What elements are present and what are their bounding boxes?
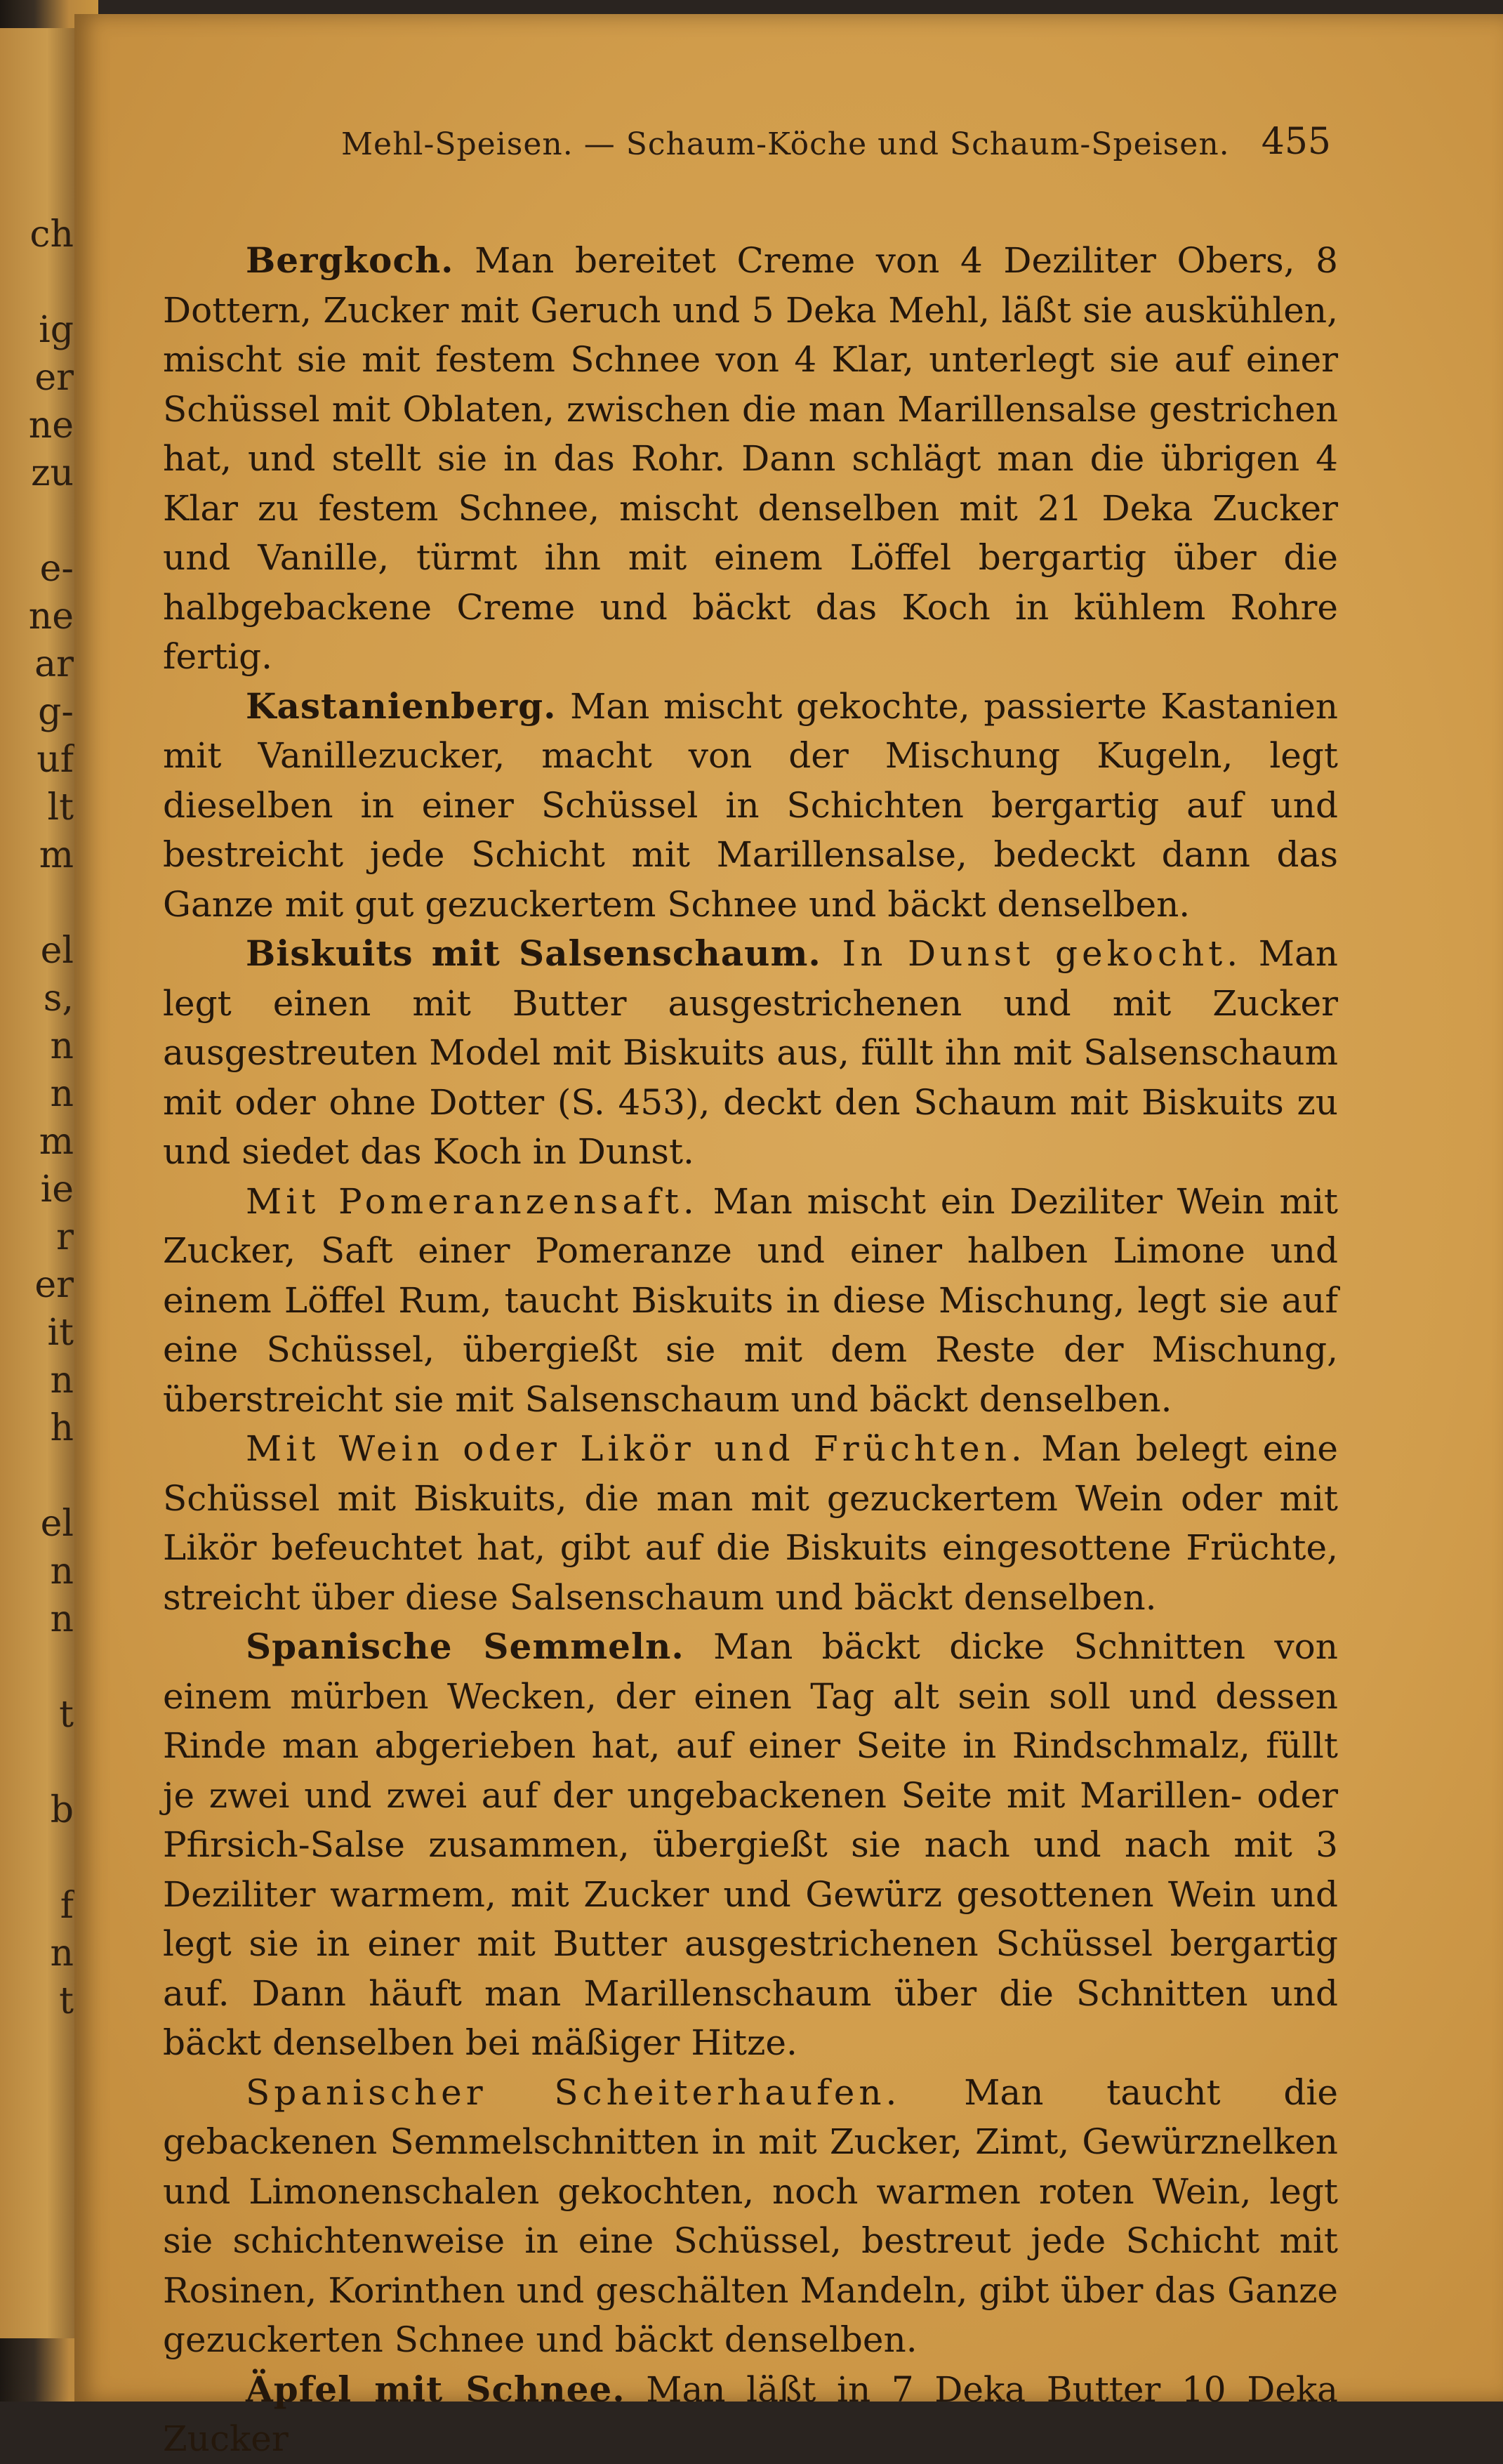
spaced-subheading: Mit Pomeranzensaft. — [246, 1180, 698, 1222]
paragraph-text: Man legt einen mit Butter ausgestrichenen und mit Zucker ausgestreuten Model mit Biskuits aus, füllt ihn mit Salsenschaum mit oder ohne Dotter (S. 453), deckt den Schaum mit Biskuits zu und siedet das Koch in Dunst. — [163, 933, 1338, 1172]
paragraph-biskuits — [163, 929, 1338, 1177]
recipe-heading: Spanische Semmeln. — [246, 1626, 684, 1667]
spaced-subheading: In Dunst gekocht. — [821, 933, 1243, 974]
paragraph-text: Man mischt gekochte, passierte Kastanien mit Vanillezucker, macht von der Mischung Kugeln, legt dieselben in einer Schüssel in Schichten bergartig auf und bestreicht jede Schicht mit Marillensalse, bedeckt dann das Ganze mit gut gezuckertem Schnee und bäckt denselben. — [163, 685, 1338, 925]
paragraph-scheiterhaufen — [163, 2068, 1338, 2365]
paragraph-text: Man bereitet Creme von 4 Deziliter Obers, 8 Dottern, Zucker mit Geruch und 5 Deka Mehl, läßt sie auskühlen, mischt sie mit festem Schnee von 4 Klar, unterlegt sie auf einer Schüssel mit Oblaten, zwischen die man Marillensalse gestrichen hat, und stellt sie in das Rohr. Dann schlägt man die übrigen 4 Klar zu festem Schnee, mischt denselben mit 21 Deka Zucker und Vanille, türmt ihn mit einem Löffel bergartig über die halbgebackene Creme und bäckt das Koch in kühlem Rohre fertig. — [163, 240, 1338, 677]
paragraph-kastanienberg — [163, 682, 1338, 930]
recipe-heading: Äpfel mit Schnee. — [246, 2368, 625, 2410]
paragraph-text: Man bäckt dicke Schnitten von einem mürben Wecken, der einen Tag alt sein soll und dessen Rinde man abgerieben hat, auf einer Seite in Rindschmalz, füllt je zwei und zwei auf der ungebackenen Seite mit Marillen- oder Pfirsich-Salse zusammen, übergießt sie nach und nach mit 3 Deziliter warmem, mit Zucker und Gewürz gesottenen Wein und legt sie in einer mit Butter ausgestrichenen Schüssel bergartig auf. Dann häuft man Marillenschaum über die Schnitten und bäckt denselben bei mäßiger Hitze. — [163, 1626, 1338, 2063]
paragraph-wein-likoer — [163, 1424, 1338, 1622]
paragraph-text: Man belegt eine Schüssel mit Biskuits, die man mit gezuckertem Wein oder mit Likör befeuchtet hat, gibt auf die Biskuits eingesottene Früchte, streicht über diese Salsenschaum und bäckt denselben. — [163, 1428, 1338, 1618]
page-header — [285, 121, 1331, 183]
spaced-subheading: Spanischer Scheiterhaufen. — [246, 2071, 901, 2113]
left-page-edge — [0, 28, 79, 2338]
paragraph-spanische-semmeln — [163, 1622, 1338, 2068]
paragraph-text: Man läßt in 7 Deka Butter 10 Deka Zucker — [163, 2369, 1338, 2459]
recipe-heading: Biskuits mit Salsenschaum. — [246, 933, 821, 974]
left-page-fragments: ch ig er ne zu e- ne ar g- uf lt m el s, n n m ie r er it n h el n n t b f n t — [28, 213, 74, 2022]
paragraph-bergkoch — [163, 236, 1338, 682]
book-page — [74, 14, 1503, 2459]
body-text — [163, 236, 1338, 2464]
paragraph-pomeranzensaft — [163, 1177, 1338, 1425]
page-number: 455 — [1261, 121, 1331, 163]
recipe-heading: Bergkoch. — [246, 239, 454, 281]
paragraph-text: Man mischt ein Deziliter Wein mit Zucker, Saft einer Pomeranze und einer halben Limone und einem Löffel Rum, taucht Biskuits in diese Mischung, legt sie auf eine Schüssel, übergießt sie mit dem Reste der Mischung, überstreicht sie mit Salsenschaum und bäckt denselben. — [163, 1180, 1338, 1420]
spaced-subheading: Mit Wein oder Likör und Früchten. — [246, 1428, 1026, 1469]
recipe-heading: Kastanienberg. — [246, 685, 557, 727]
paragraph-aepfel-schnee — [163, 2365, 1338, 2464]
paragraph-text: Man taucht die gebackenen Semmelschnitten in mit Zucker, Zimt, Gewürznelken und Limonenschalen gekochten, noch warmen roten Wein, legt sie schichtenweise in eine Schüssel, bestreut jede Schicht mit Rosinen, Korinthen und geschälten Mandeln, gibt über das Ganze gezuckerten Schnee und bäckt denselben. — [163, 2071, 1338, 2360]
running-head: Mehl-Speisen. — Schaum-Köche und Schaum-Speisen. — [341, 126, 1230, 162]
